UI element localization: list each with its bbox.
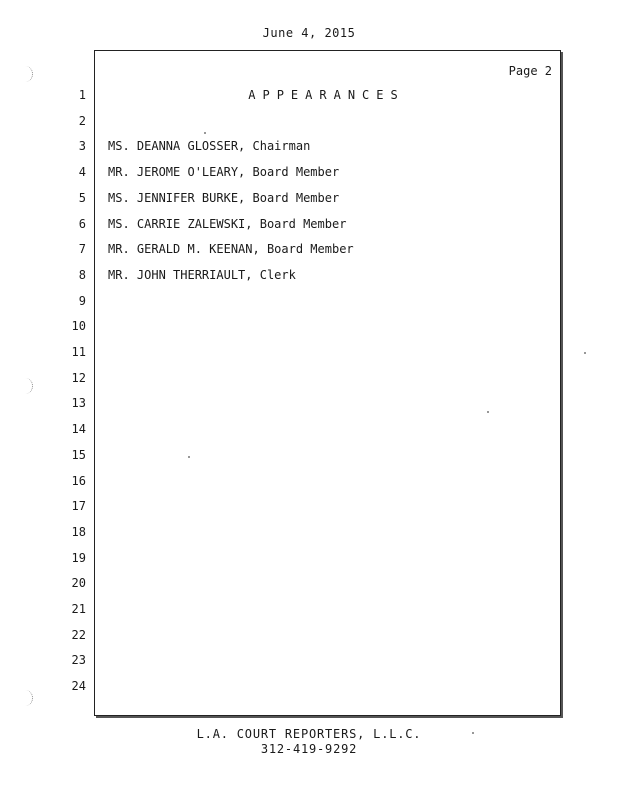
line-number: 21 (71, 602, 86, 616)
header-date: June 4, 2015 (262, 26, 356, 40)
line-number: 6 (78, 217, 86, 231)
scan-speck (472, 732, 474, 734)
scan-speck (188, 456, 190, 458)
line-number: 22 (71, 628, 86, 642)
line-number: 16 (71, 474, 86, 488)
line-number: 1 (78, 88, 86, 102)
line-number: 19 (71, 551, 86, 565)
line-number: 15 (71, 448, 86, 462)
punch-hole-mark (18, 66, 33, 82)
appearance-entry: MR. JEROME O'LEARY, Board Member (108, 165, 340, 179)
line-number: 7 (78, 242, 86, 256)
line-number: 24 (71, 679, 86, 693)
appearance-entry: MR. JOHN THERRIAULT, Clerk (108, 268, 296, 282)
line-number: 4 (78, 165, 86, 179)
page-number: Page 2 (508, 64, 552, 78)
line-number: 8 (78, 268, 86, 282)
punch-hole-mark (18, 378, 33, 394)
line-number: 11 (71, 345, 86, 359)
scan-speck (487, 411, 489, 413)
line-number: 9 (78, 294, 86, 308)
appearance-entry: MR. GERALD M. KEENAN, Board Member (108, 242, 354, 256)
line-number: 5 (78, 191, 86, 205)
line-number: 17 (71, 499, 86, 513)
line-number: 12 (71, 371, 86, 385)
appearance-entry: MS. CARRIE ZALEWSKI, Board Member (108, 217, 347, 231)
line-number: 20 (71, 576, 86, 590)
punch-hole-mark (18, 690, 33, 706)
line-number: 14 (71, 422, 86, 436)
appearance-entry: MS. DEANNA GLOSSER, Chairman (108, 139, 311, 153)
footer-phone: 312-419-9292 (260, 742, 358, 756)
line-number: 2 (78, 114, 86, 128)
scan-speck (584, 352, 586, 354)
line-number: 23 (71, 653, 86, 667)
line-number: 3 (78, 139, 86, 153)
appearances-title: APPEARANCES (248, 88, 405, 102)
scan-speck (204, 132, 206, 134)
line-number: 10 (71, 319, 86, 333)
line-number: 13 (71, 396, 86, 410)
appearance-entry: MS. JENNIFER BURKE, Board Member (108, 191, 340, 205)
line-number: 18 (71, 525, 86, 539)
footer-company: L.A. COURT REPORTERS, L.L.C. (196, 727, 422, 741)
